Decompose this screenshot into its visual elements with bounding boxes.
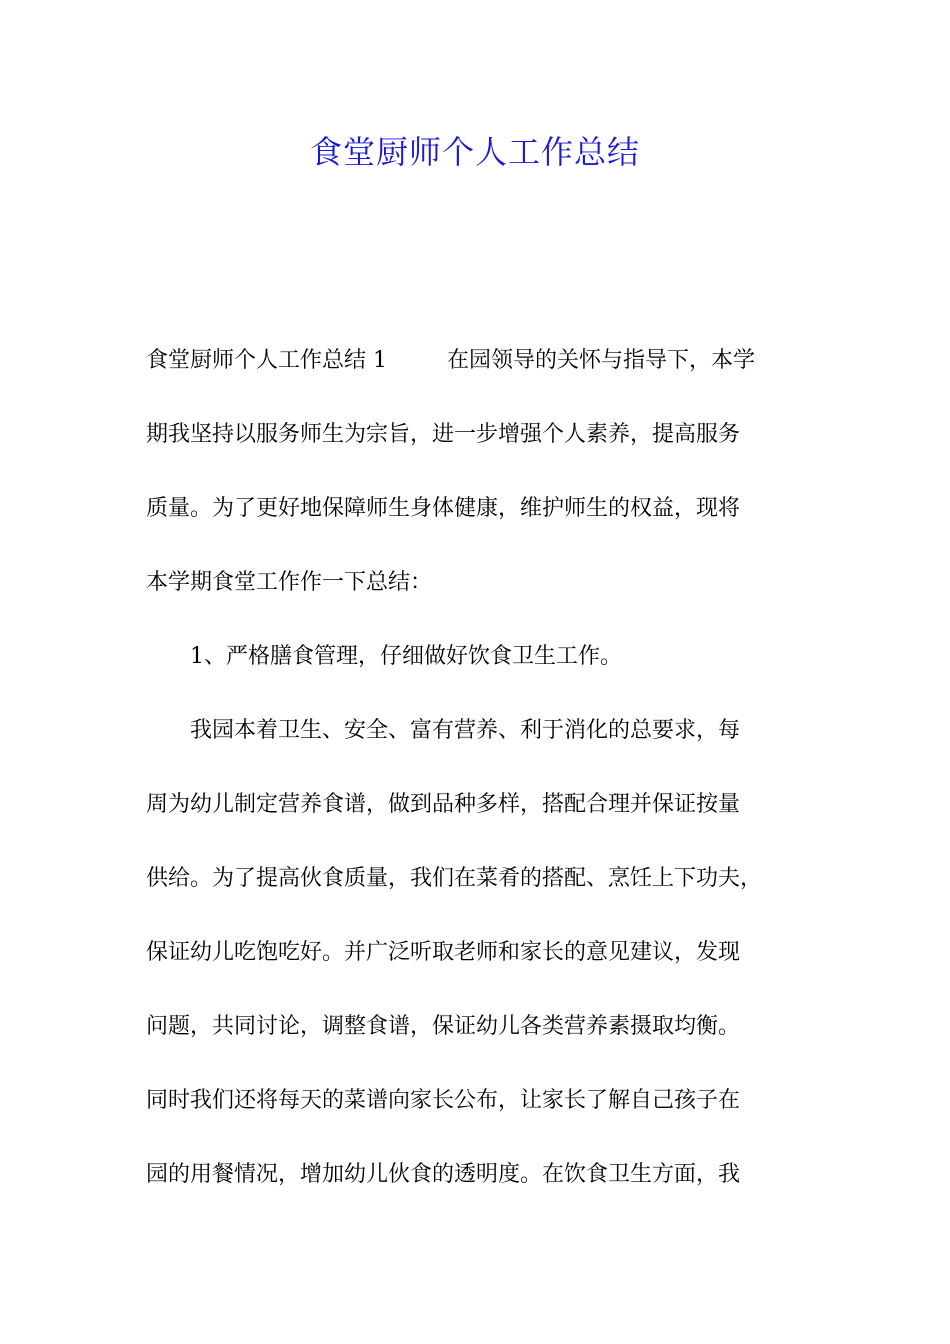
text-line: 在园领导的关怀与指导下，本学 (447, 348, 756, 373)
paragraph-line: 周为幼儿制定营养食谱，做到品种多样，搭配合理并保证按量 (146, 792, 741, 817)
paragraph-line: 质量。为了更好地保障师生身体健康，维护师生的权益，现将 (146, 496, 741, 521)
document-body (146, 337, 810, 1225)
paragraph-line (146, 337, 810, 385)
paragraph-line: 园的用餐情况，增加幼儿伙食的透明度。在饮食卫生方面，我 (146, 1162, 741, 1187)
document-title: 食堂厨师个人工作总结 (309, 133, 640, 171)
paragraph-line (146, 707, 810, 755)
paragraph-line: 同时我们还将每天的菜谱向家长公布，让家长了解自己孩子在 (146, 1088, 741, 1113)
paragraph-line (146, 633, 810, 681)
paragraph-line: 保证幼儿吃饱吃好。并广泛听取老师和家长的意见建议，发现 (146, 940, 741, 965)
paragraph-line: 供给。为了提高伙食质量，我们在菜肴的搭配、烹饪上下功夫， (146, 866, 763, 891)
list-item-heading: 1、严格膳食管理，仔细做好饮食卫生工作。 (190, 644, 622, 669)
section-heading: 食堂厨师个人工作总结 1 (146, 348, 387, 373)
text-line: 我园本着卫生、安全、富有营养、利于消化的总要求，每 (190, 718, 741, 743)
paragraph-line: 本学期食堂工作作一下总结： (146, 570, 433, 595)
paragraph-line: 期我坚持以服务师生为宗旨，进一步增强个人素养，提高服务 (146, 422, 741, 447)
paragraph-line: 问题，共同讨论，调整食谱，保证幼儿各类营养素摄取均衡。 (146, 1014, 741, 1039)
